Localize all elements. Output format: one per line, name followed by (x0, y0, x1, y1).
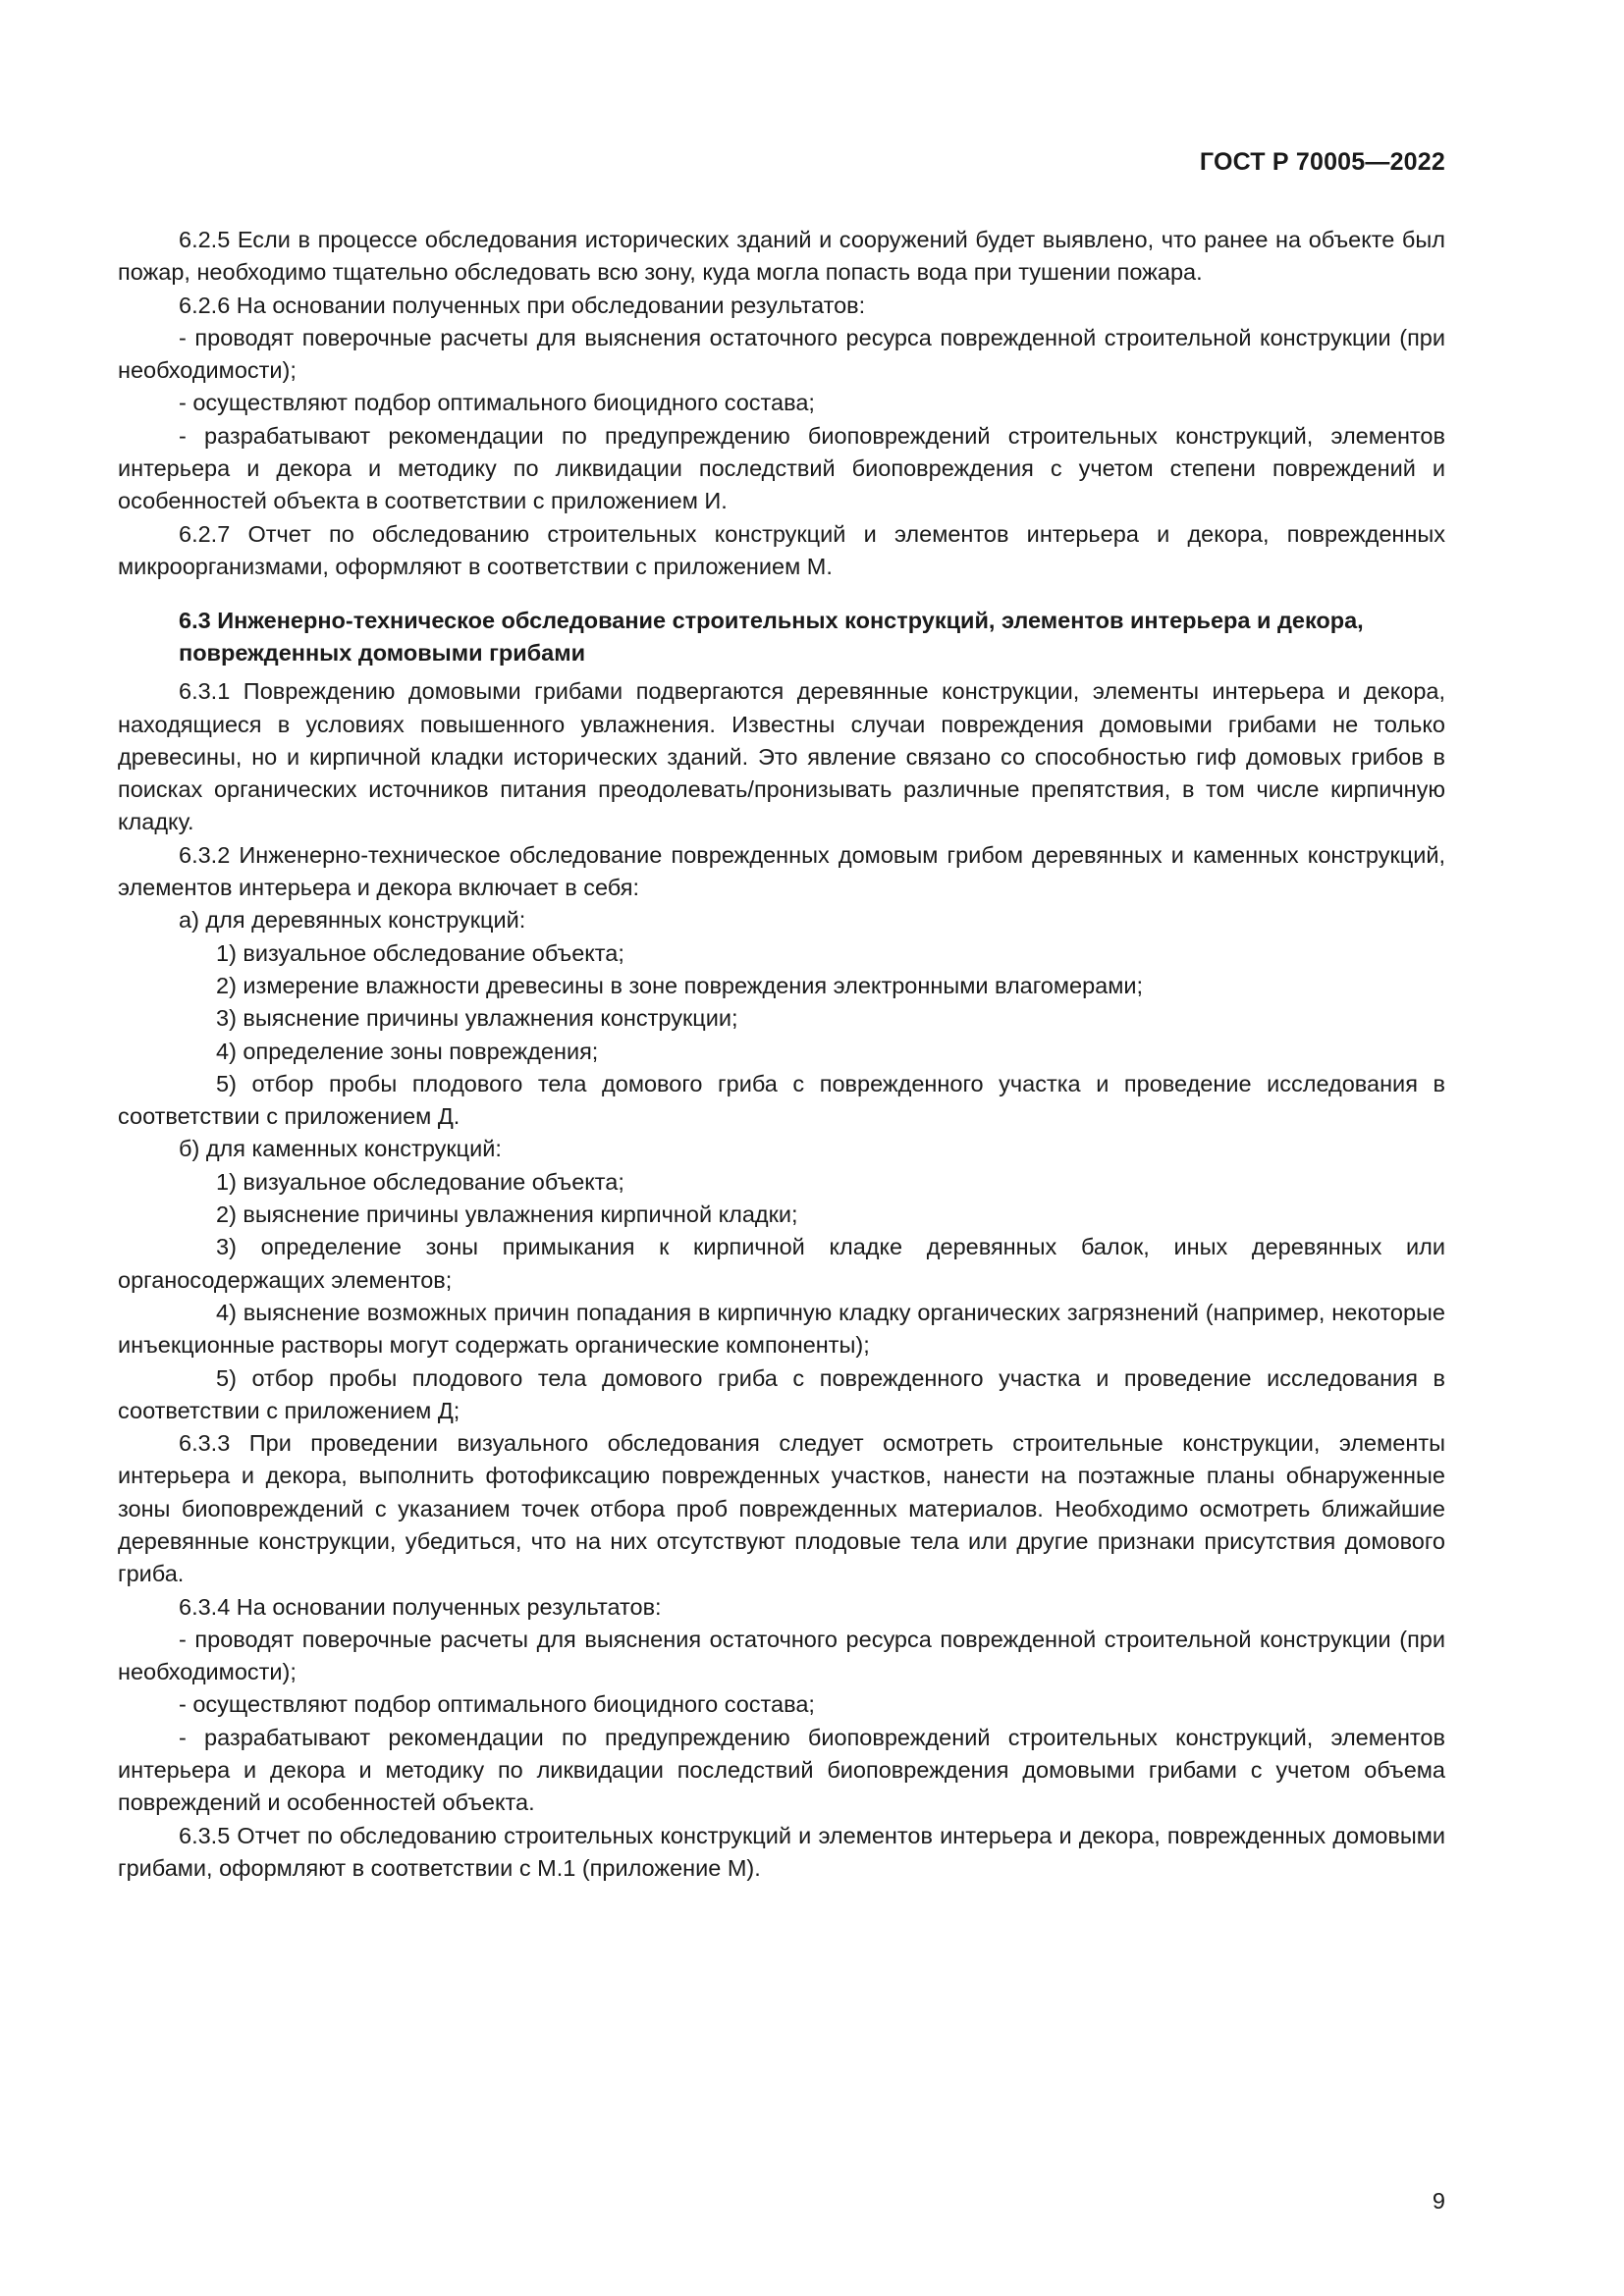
list-item: 1) визуальное обследование объекта; (216, 1168, 624, 1195)
paragraph-6-2-5: 6.2.5 Если в процессе обследования исторических зданий и сооружений будет выявлено, что ранее на объекте был пожар, необходимо тщательно обследовать всю зону, куда могла попасть вода при тушении пожара. (118, 227, 1445, 286)
document-code: ГОСТ Р 70005—2022 (1199, 148, 1445, 176)
page-number: 9 (1432, 2188, 1445, 2214)
list-item: 2) выяснение причины увлажнения кирпичной кладки; (216, 1201, 798, 1228)
paragraph-6-3-5: 6.3.5 Отчет по обследованию строительных конструкций и элементов интерьера и декора, поврежденных домовыми грибами, оформляют в соответствии с М.1 (приложение М). (118, 1822, 1445, 1881)
list-item: 5) отбор пробы плодового тела домового гриба с поврежденного участка и проведение исследования в соответствии с приложением Д. (118, 1070, 1445, 1130)
sublist-heading: б) для каменных конструкций: (179, 1136, 502, 1162)
list-item: 2) измерение влажности древесины в зоне повреждения электронными влагомерами; (216, 972, 1144, 998)
paragraph-6-3-3: 6.3.3 При проведении визуального обследования следует осмотреть строительные конструкции, элементы интерьера и декора, выполнить фотофиксацию поврежденных участков, нанести на поэтажные планы обнаруженные зоны биоповреждений с указанием точек отбора проб поврежденных материалов. Необходимо осмотреть ближайшие деревянные конструкции, убедиться, что на них отсутствуют плодовые тела или другие признаки присутствия домового гриба. (118, 1430, 1445, 1587)
section-heading-6-3: 6.3 Инженерно-техническое обследование строительных конструкций, элементов интерьера и декора, поврежденных домовыми грибами (179, 608, 1364, 667)
list-item: 3) определение зоны примыкания к кирпичной кладке деревянных балок, иных деревянных или органосодержащих элементов; (118, 1234, 1445, 1293)
paragraph-6-2-6: 6.2.6 На основании полученных при обследовании результатов: (179, 292, 866, 318)
list-item: - разрабатывают рекомендации по предупреждению биоповреждений строительных конструкций, элементов интерьера и декора и методику по ликвидации последствий биоповреждения домовыми грибами с учетом объема повреждений и особенностей объекта. (118, 1724, 1445, 1816)
paragraph-6-3-1: 6.3.1 Повреждению домовыми грибами подвергаются деревянные конструкции, элементы интерьера и декора, находящиеся в условиях повышенного увлажнения. Известны случаи повреждения домовыми грибами не только древесины, но и кирпичной кладки исторических зданий. Это явление связано со способностью гиф домовых грибов в поисках органических источников питания преодолевать/пронизывать различные препятствия, в том числе кирпичную кладку. (118, 678, 1445, 835)
paragraph-6-2-7: 6.2.7 Отчет по обследованию строительных конструкций и элементов интерьера и декора, поврежденных микроорганизмами, оформляют в соответствии с приложением М. (118, 520, 1445, 579)
paragraph-6-3-4: 6.3.4 На основании полученных результатов: (179, 1593, 662, 1620)
list-item: 4) выяснение возможных причин попадания в кирпичную кладку органических загрязнений (например, некоторые инъекционные растворы могут содержать органические компоненты); (118, 1299, 1445, 1359)
document-body (118, 224, 1445, 1885)
list-item: 3) выяснение причины увлажнения конструкции; (216, 1005, 738, 1032)
paragraph-6-3-2: 6.3.2 Инженерно-техническое обследование поврежденных домовым грибом деревянных и каменных конструкций, элементов интерьера и декора включает в себя: (118, 841, 1445, 901)
list-item: 4) определение зоны повреждения; (216, 1038, 599, 1064)
sublist-heading: а) для деревянных конструкций: (179, 907, 526, 934)
list-item: - осуществляют подбор оптимального биоцидного состава; (179, 1691, 815, 1718)
list-item: 5) отбор пробы плодового тела домового гриба с поврежденного участка и проведение исследования в соответствии с приложением Д; (118, 1364, 1445, 1423)
list-item: 1) визуальное обследование объекта; (216, 939, 624, 966)
list-item: - проводят поверочные расчеты для выяснения остаточного ресурса поврежденной строительной конструкции (при необходимости); (118, 1626, 1445, 1685)
list-item: - разрабатывают рекомендации по предупреждению биоповреждений строительных конструкций, элементов интерьера и декора и методику по ликвидации последствий биоповреждения с учетом степени повреждений и особенностей объекта в соответствии с приложением И. (118, 422, 1445, 514)
list-item: - осуществляют подбор оптимального биоцидного состава; (179, 390, 815, 416)
list-item: - проводят поверочные расчеты для выяснения остаточного ресурса поврежденной строительной конструкции (при необходимости); (118, 324, 1445, 384)
